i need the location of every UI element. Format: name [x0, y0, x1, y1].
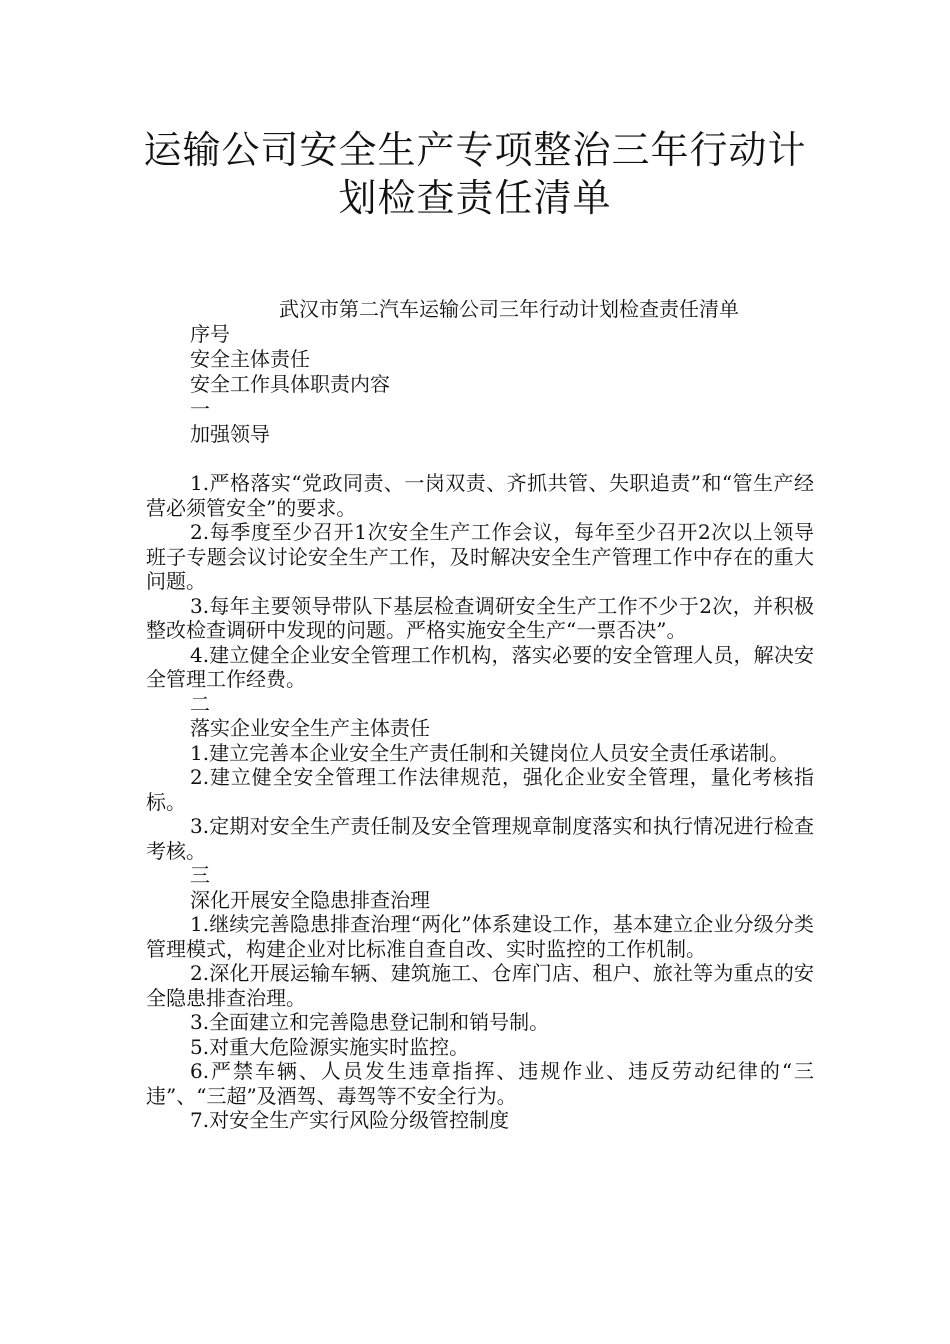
section-number-3: 三: [190, 863, 210, 887]
section3-item: 6.严禁车辆、人员发生违章指挥、违规作业、违反劳动纪律的“三违”、“三超”及酒驾、毒驾等不安全行为。: [146, 1059, 814, 1108]
section3-item: 1.继续完善隐患排查治理“两化”体系建设工作，基本建立企业分级分类管理模式，构建企业对比标准自查自改、实时监控的工作机制。: [146, 912, 814, 961]
section2-item: 2.建立健全安全管理工作法律规范，强化企业安全管理，量化考核指标。: [146, 765, 814, 814]
section3-item: 5.对重大危险源实施实时监控。: [190, 1034, 470, 1059]
section-number-1: 一: [190, 397, 210, 421]
section3-item: 2.深化开展运输车辆、建筑施工、仓库门店、租户、旅社等为重点的安全隐患排查治理。: [146, 961, 814, 1010]
section3-item: 7.对安全生产实行风险分级管控制度: [190, 1108, 510, 1132]
section1-item: 1.严格落实“党政同责、一岗双责、齐抓共管、失职追责”和“管生产经营必须管安全”的要求。: [146, 471, 814, 520]
section1-item: 4.建立健全企业安全管理工作机构，落实必要的安全管理人员，解决安全管理工作经费。: [146, 642, 814, 691]
title-line-2: 划检查责任清单: [338, 176, 612, 220]
header-safety-responsibility: 安全主体责任: [190, 347, 310, 371]
document-subtitle: 武汉市第二汽车运输公司三年行动计划检查责任清单: [279, 297, 739, 321]
section-title-2: 落实企业安全生产主体责任: [190, 716, 430, 740]
header-duty-content: 安全工作具体职责内容: [190, 372, 390, 396]
section-number-2: 二: [190, 691, 210, 716]
section2-item: 3.定期对安全生产责任制及安全管理规章制度落实和执行情况进行检查考核。: [146, 814, 814, 863]
document-title: [100, 126, 850, 222]
section3-item: 3.全面建立和完善隐患登记制和销号制。: [190, 1010, 550, 1034]
section-title-3: 深化开展安全隐患排查治理: [190, 887, 430, 912]
document-content: [146, 471, 814, 1133]
section1-item: 3.每年主要领导带队下基层检查调研安全生产工作不少于2次，并积极整改检查调研中发现的问题。严格实施安全生产“一票否决”。: [146, 593, 814, 642]
section1-item: 2.每季度至少召开1次安全生产工作会议，每年至少召开2次以上领导班子专题会议讨论安全生产工作，及时解决安全生产管理工作中存在的重大问题。: [146, 520, 814, 593]
header-serial-number: 序号: [190, 322, 230, 346]
table-headers: [190, 322, 390, 447]
section2-item: 1.建立完善本企业安全生产责任制和关键岗位人员安全责任承诺制。: [190, 740, 790, 765]
section-title-1: 加强领导: [190, 422, 270, 446]
title-line-1: 运输公司安全生产专项整治三年行动计: [143, 128, 807, 172]
